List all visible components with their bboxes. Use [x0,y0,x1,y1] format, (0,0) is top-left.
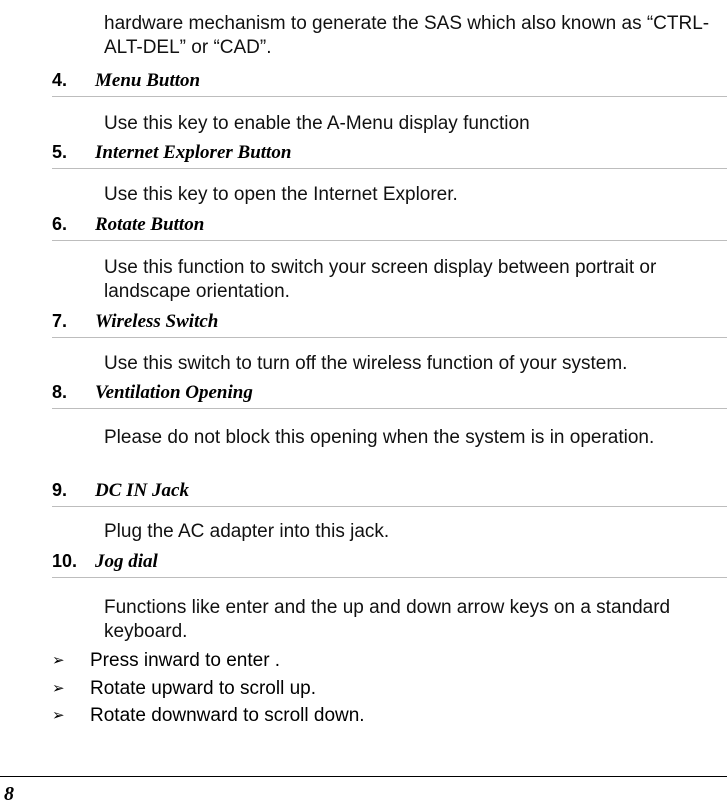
section-title: Jog dial [95,551,158,572]
section-heading-10 [52,551,727,578]
arrow-bullet-icon: ➢ [52,680,65,697]
bullet-text: Rotate upward to scroll up. [90,678,317,699]
section-description-6: Use this function to switch your screen display between portrait or landscape orientation. [104,257,657,302]
section-description-5: Use this key to open the Internet Explorer. [104,184,458,205]
section-description-10: Functions like enter and the up and down arrow keys on a standard keyboard. [104,597,671,642]
section-title: Ventilation Opening [95,382,253,403]
bullet-text: Rotate downward to scroll down. [90,705,365,726]
page-number: 8 [4,783,14,805]
intro-paragraph: hardware mechanism to generate the SAS which also known as “CTRL-ALT-DEL” or “CAD”. [104,13,710,58]
section-heading-5 [52,142,727,169]
section-number: 5. [52,142,68,162]
footer-divider [0,776,727,777]
section-heading-6 [52,214,727,241]
section-description-4: Use this key to enable the A-Menu display function [104,113,530,134]
section-title: Wireless Switch [95,311,219,332]
section-title: DC IN Jack [95,480,189,501]
section-number: 9. [52,480,68,500]
section-description-9: Plug the AC adapter into this jack. [104,521,390,542]
section-title: Internet Explorer Button [95,142,292,163]
section-number: 10. [52,551,78,571]
section-number: 6. [52,214,68,234]
bullet-text: Press inward to enter . [90,650,281,671]
arrow-bullet-icon: ➢ [52,707,65,724]
section-number: 8. [52,382,68,402]
section-number: 4. [52,70,68,90]
section-description-7: Use this switch to turn off the wireless function of your system. [104,353,628,374]
section-title: Menu Button [95,70,201,91]
section-heading-9 [52,480,727,507]
section-heading-8 [52,382,727,409]
section-title: Rotate Button [95,214,205,235]
section-heading-7 [52,311,727,338]
section-description-8: Please do not block this opening when the system is in operation. [104,427,655,448]
section-heading-4 [52,70,727,97]
section-number: 7. [52,311,68,331]
arrow-bullet-icon: ➢ [52,652,65,669]
